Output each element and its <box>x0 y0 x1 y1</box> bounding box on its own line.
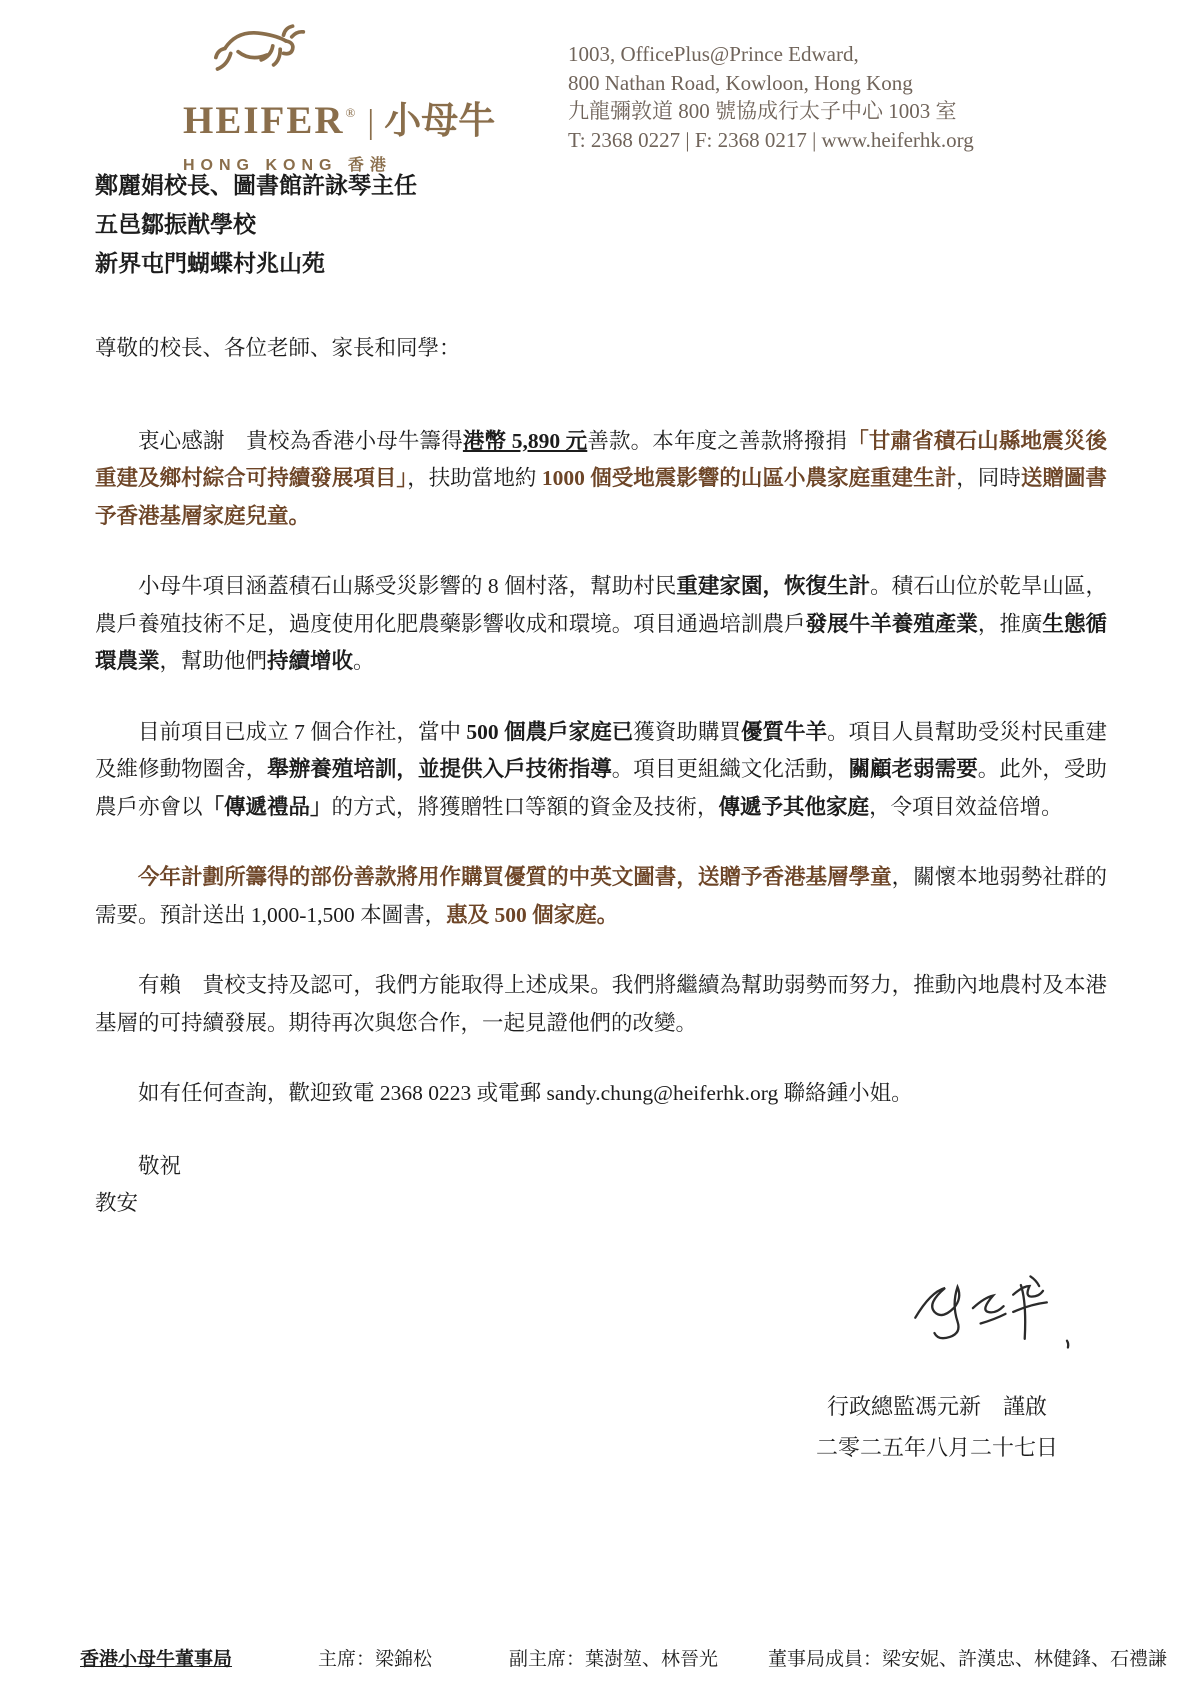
text-run: 「甘肅省積石山縣地震災後重建及鄉村綜合可持續發展項目」 <box>95 428 1107 490</box>
text-run: 。項目更組織文化活動， <box>611 757 849 781</box>
org-address-block <box>568 40 1113 154</box>
text-run: 傳遞予其他家庭 <box>718 794 870 819</box>
logo-divider: | <box>367 104 375 141</box>
text-run: 衷心感謝 貴校為香港小母牛籌得 <box>138 428 463 453</box>
logo-en: HEIFER <box>183 99 345 142</box>
text-run: ，推廣 <box>977 611 1043 636</box>
text-run: ，幫助他們 <box>159 649 268 673</box>
text-run: 惠及 500 個家庭。 <box>446 902 619 927</box>
text-run: 「傳遞禮品」 <box>202 794 332 819</box>
text-run: 發展牛羊養殖產業 <box>805 611 978 636</box>
footer-chairman: 主席：梁錦松 <box>318 1649 433 1670</box>
letter-body <box>95 330 1107 1223</box>
text-run: 港幣 5,890 元 <box>462 428 588 453</box>
text-run: 。積石山位於乾旱山區，農戶養殖技術不足，過度使用化肥農藥影響收成和環境。項目通過培訓農戶 <box>95 574 1107 636</box>
address-line: 1003, OfficePlus@Prince Edward, <box>568 42 859 66</box>
recipient-line: 新界屯門蝴蝶村兆山苑 <box>95 250 325 276</box>
text-run: ，同時 <box>956 466 1021 490</box>
registered-mark: ® <box>345 105 356 120</box>
text-run: 目前項目已成立 7 個合作社，當中 <box>138 719 467 744</box>
text-run: 關顧老弱需要 <box>848 757 978 781</box>
text-run: 持續增收 <box>267 649 354 673</box>
text-run: 1000 個受地震影響的山區小農家庭重建生計 <box>541 466 957 490</box>
logo-chinese: 小母牛 <box>384 100 496 141</box>
paragraph-project-scope <box>95 568 1107 681</box>
paragraph-thanks <box>95 967 1107 1042</box>
paragraph-books <box>95 859 1107 934</box>
logo-subtitle: HONG KONG 香港 <box>183 157 392 174</box>
recipient-block <box>95 166 417 283</box>
text-run: 獲資助購買 <box>633 719 741 744</box>
text-run: 500 個農戶家庭已 <box>466 719 634 744</box>
logo-wordmark <box>183 90 496 144</box>
paragraph-cooperatives <box>95 714 1107 827</box>
signoff-title-name: 行政總監馮元新 謹啟 <box>826 1394 1047 1419</box>
text-run: 。此外，受助農戶亦會以 <box>95 757 1107 819</box>
heifer-logo <box>183 22 496 175</box>
text-run: 舉辦養殖培訓，並提供入戶技術指導 <box>267 757 612 781</box>
text-run: 重建家園，恢復生計 <box>676 574 871 598</box>
text-run: ，關懷本地弱勢社群的需要。預計送出 1,000-1,500 本圖書， <box>95 865 1107 927</box>
text-run: 。項目人員幫助受災村民重建及維修動物圈舍， <box>95 719 1107 781</box>
text-run: 有賴 貴校支持及認可，我們方能取得上述成果。我們將繼續為幫助弱勢而努力，推動內地農村及本港基層的可持續發展。期待再次與您合作，一起見證他們的改變。 <box>95 973 1107 1035</box>
text-run: 如有任何查詢，歡迎致電 2368 0223 或電郵 sandy.chung@heiferhk.org 聯絡鍾小姐。 <box>138 1081 913 1105</box>
text-run: 。 <box>353 649 375 673</box>
text-run: 生態循環農業 <box>95 611 1107 673</box>
footer-board-title: 香港小母牛董事局 <box>80 1649 233 1670</box>
signoff-date: 二零二五年八月二十七日 <box>815 1435 1058 1460</box>
recipient-line: 鄭麗娟校長、圖書館許詠琴主任 <box>95 172 417 198</box>
paragraph-contact <box>95 1075 1107 1113</box>
closing-regards: 教安 <box>95 1191 139 1215</box>
text-run: 小母牛項目涵蓋積石山縣受災影響的 8 個村落，幫助村民 <box>138 574 677 598</box>
text-run: ，扶助當地約 <box>407 466 542 490</box>
text-run: 的方式，將獲贈牲口等額的資金及技術， <box>331 794 719 819</box>
address-line: 800 Nathan Road, Kowloon, Hong Kong <box>568 70 913 95</box>
footer-board-list <box>80 1644 1170 1671</box>
text-run: 優質牛羊 <box>740 719 828 744</box>
signoff-block <box>727 1386 1147 1468</box>
recipient-line: 五邑鄒振猷學校 <box>95 211 256 237</box>
closing-wish: 敬祝 <box>138 1153 182 1178</box>
address-line-contact: T: 2368 0227 | F: 2368 0217 | www.heiferhk.org <box>568 127 974 152</box>
leaping-heifer-icon <box>211 22 323 88</box>
text-run: 今年計劃所籌得的部份善款將用作購買優質的中英文圖書，送贈予香港基層學童 <box>138 865 892 889</box>
text-run: 送贈圖書予香港基層家庭兒童。 <box>95 466 1107 528</box>
handwritten-signature <box>898 1258 1090 1369</box>
signature-image <box>898 1258 1090 1364</box>
paragraph-donation <box>95 423 1107 536</box>
text-run: 善款。本年度之善款將撥捐 <box>587 428 848 453</box>
text-run: ，令項目效益倍增。 <box>869 794 1063 819</box>
footer-vice-chairmen: 副主席：葉澍堃、林晉光 <box>509 1649 719 1670</box>
salutation: 尊敬的校長、各位老師、家長和同學： <box>95 336 461 360</box>
footer-members: 董事局成員：梁安妮、許漢忠、林健鋒、石禮謙 <box>768 1649 1168 1670</box>
address-line: 九龍彌敦道 800 號協成行太子中心 1003 室 <box>568 99 957 123</box>
